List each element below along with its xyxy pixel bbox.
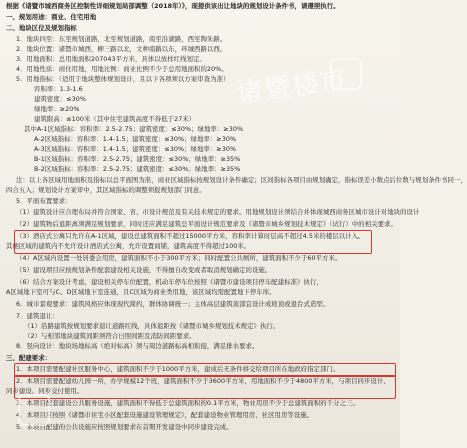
doc-line: 5．本项目配建的公共设施应按照规划要求在首期开发建设中同步建设完成。 bbox=[16, 423, 233, 431]
doc-line: 3．用地面积：总用地面积207043平方米，具体以放样红线划定。 bbox=[16, 55, 206, 63]
doc-line: 4．本项目应按照《诸暨市住宅小区配套设施建设管理规定》，配套建设物业管理用房、社区用房等设施。 bbox=[16, 411, 314, 419]
doc-line: （2）与相邻地块建筑间距须符合日照间距及消防间距要求。 bbox=[24, 332, 196, 340]
doc-line: 二、地块区位及规划指标 bbox=[6, 24, 77, 32]
watermark-logo-icon bbox=[18, 394, 50, 426]
doc-line: 三、配建要求： bbox=[6, 354, 52, 362]
doc-line: 其中A-1区域指标：容积率：2.5-2.75；建筑密度：≤30%；绿地率：≥30% bbox=[24, 125, 244, 133]
doc-line: （2）建筑物后退距离须满足规划要求，同时还应满足建筑总平面设计规范要求及《诸暨市城乡规划技术规定》（试行）中的相关要求。 bbox=[16, 220, 397, 228]
doc-line: 8．竖向设计：地块场地标高（绝对标高）须与周边道路标高相衔接，满足排水要求。 bbox=[16, 342, 259, 350]
doc-line: （1）沿路建筑按规划要求退让道路红线，具体退距按《诸暨市城乡规划技术规定》执行。 bbox=[24, 322, 280, 330]
doc-line: 容积率：1.3-1.6 bbox=[34, 85, 83, 93]
doc-line: 2．本项目需要配建幼儿园一所，办学规模12个班，建筑面积不少于3600平方米，用地面积不少于4800平方米，与项目同步设计、 bbox=[16, 377, 390, 385]
doc-line: 建筑限高：≤100米（其中住宅建筑高度不得低于27米） bbox=[34, 115, 196, 123]
doc-line: B-2区域指标：容积率：2.5-2.75；建筑密度：≤30%；绿地率：≥35% bbox=[34, 165, 241, 173]
doc-line: A-2区域指标：容积率：1.4-1.5；建筑密度：≤30%；绿地率：≥30% bbox=[34, 135, 237, 143]
doc-line: 4．用地性质：商住用地，用地比例：商业比例不少于总用地面积的20%。 bbox=[16, 65, 228, 73]
doc-line: A区域地下室可与C、D区域地下室连通，且C区域为商业类用地，该区域均需配置地下停车库。 bbox=[6, 288, 276, 296]
doc-line: 7．建筑退让： bbox=[16, 312, 59, 320]
doc-line: （4）A区域内设置一处居委会用房，建筑面积不小于300平方米；同时配置公共厕所，建筑面积不少于60平方米。 bbox=[16, 254, 342, 262]
doc-line: 3．本项目配套建设公共服务设施，建筑面积不得低于总建筑面积的0.1平方米，物业用房不少于总建筑面积的千分之三。 bbox=[16, 399, 359, 407]
doc-line: 1．地块四至：东至规划道路，北至规划道路，南至沿湖路，西至陶朱路。 bbox=[16, 35, 227, 43]
doc-line: 建筑密度：≤30% bbox=[34, 95, 86, 103]
highlight-box bbox=[14, 230, 372, 254]
doc-line: A-3区域指标：容积率：1.4-1.5；建筑密度：≤30%；绿地率：≥30% bbox=[34, 145, 237, 153]
doc-line: 一、规划用途：商业、住宅用地 bbox=[6, 13, 97, 21]
highlight-box bbox=[14, 375, 396, 399]
doc-line: 5．平面布置要求： bbox=[16, 197, 72, 205]
doc-line: 根据《诸暨市城西商务区控制性详细规划局部调整（2018年）》，现提供该出让地块的规划设计条件书，请遵照执行。 bbox=[6, 2, 340, 10]
doc-line: （6）结合方案设计考虑，建设相关停车位配置，机动车停车位按照《诸暨市建设项目停车配建标准》执行， bbox=[16, 278, 323, 286]
doc-line: （3）酒店式公寓只允许在A-1区域，建设总建筑面积不超过15000平方米，容积率计算时层高不超过4.5米的楼层以计入。 bbox=[16, 232, 365, 240]
doc-line: 1．本项目需要配建社区服务中心，建筑面积不少于1000平方米，建成后无条件移交给项目所在地政府指定部门。 bbox=[16, 365, 340, 373]
doc-line: 6．城市景观要求：建筑风格应体现现代简约，群体协调统一；主体高层建筑顶部宜设计成坡顶或退台式造型。 bbox=[16, 300, 330, 308]
doc-line: 5．用地指标：（适用于地块整体规划设计，且以下各项须以方案审查为准） bbox=[16, 75, 230, 83]
doc-line: 其他区域的建筑内不允许设计酒店式公寓，允许设置商铺，建筑高度不得超过100米。 bbox=[6, 242, 251, 250]
doc-line: 绿地率：≥20% bbox=[34, 105, 80, 113]
doc-line: B-1区域指标：容积率：2.5-2.75；建筑密度：≤30%；绿地率：≥35% bbox=[34, 155, 241, 163]
watermark-text: 诸暨楼市 bbox=[234, 64, 350, 110]
doc-line: 2．地块位置：诸暨市城西，柳三路以北，文种南路以东，环城西路以西。 bbox=[16, 45, 227, 53]
doc-line: 同步建设、同步交付使用。 bbox=[6, 387, 84, 395]
doc-line: （5）建设项目应按规划条件配套建设相关设施，不得擅自改变或者取消规划确定的设施。 bbox=[16, 266, 272, 274]
doc-line: 注：以上各区域用地面积及指标以总平面图为准，商业区域指标按规划设计条件确定；区间指标各项目由规划确定，指标误差小数点后位数与规划条件书同一， bbox=[16, 176, 467, 184]
doc-line: （1）建筑设计应合理布局并符合国家、省、市设计规范及有关技术规定的要求。用地规划设计须结合并体现城西商务区城市设计对地块的设计 bbox=[16, 208, 420, 216]
doc-line: 四合五入；规划设计方案审中，其区域指标的调整须报规划部门同意。 bbox=[6, 186, 206, 194]
